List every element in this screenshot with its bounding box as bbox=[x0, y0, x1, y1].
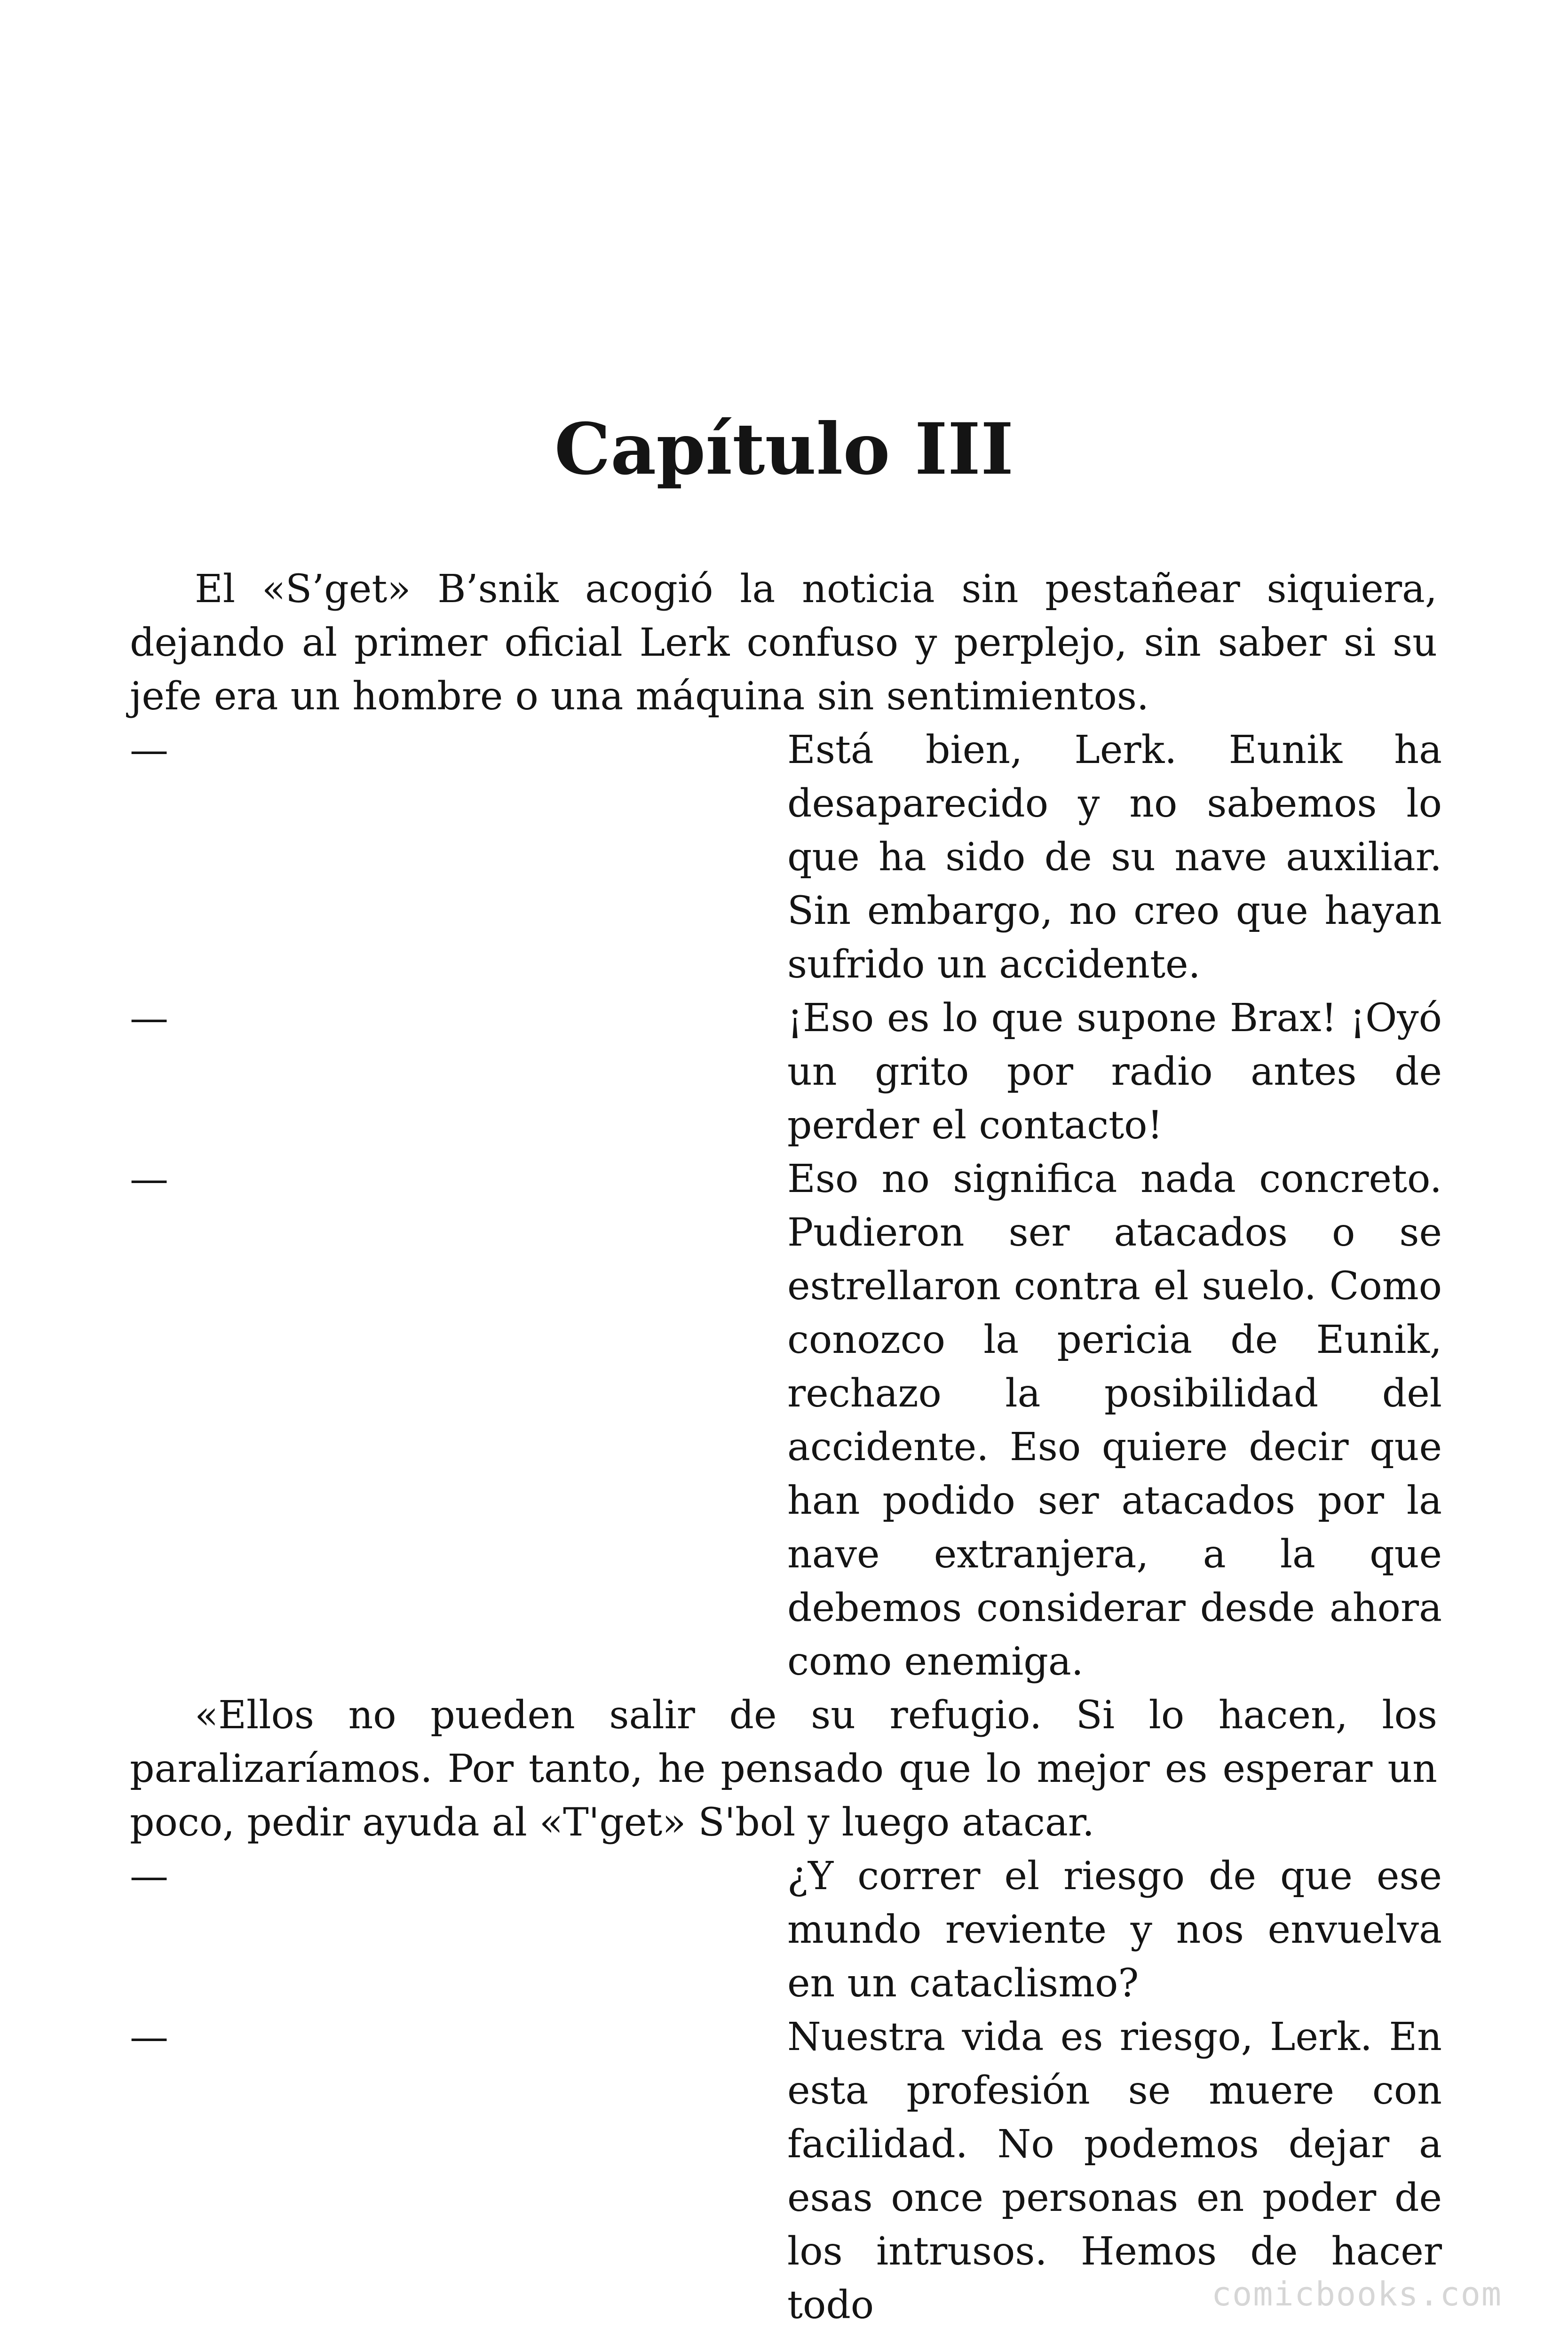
dialogue-dash: — bbox=[130, 996, 168, 1041]
chapter-title: Capítulo III bbox=[554, 408, 1014, 491]
dialogue-dash: — bbox=[130, 1157, 168, 1201]
dialogue-dash: — bbox=[130, 1854, 168, 1899]
dialogue-text: ¿Y correr el riesgo de que ese mundo reviente y nos envuelva en un cataclismo? bbox=[787, 1854, 1442, 2006]
paragraph-intro: El «S’get» B’snik acogió la noticia sin pestañear siquiera, dejando al primer oficial Lerk confuso y perplejo, sin saber si su jefe era un hombre o una máquina sin sentimientos. bbox=[130, 567, 1437, 719]
paragraph-continuation: «Ellos no pueden salir de su refugio. Si lo hacen, los paralizaríamos. Por tanto, he pensado que lo mejor es esperar un poco, pedir ayuda al «T'get» S'bol y luego atacar. bbox=[130, 1693, 1437, 1845]
dialogue-text: Eso no significa nada concreto. Pudieron ser atacados o se estrellaron contra el suelo. Como conozco la pericia de Eunik, rechazo la posibilidad del accidente. Eso quiere decir que han podido ser atacados por la nave extranjera, a la que debemos considerar desde ahora como enemiga. bbox=[787, 1157, 1442, 1684]
dialogue-text: ¡Eso es lo que supone Brax! ¡Oyó un grito por radio antes de perder el contacto! bbox=[787, 996, 1442, 1148]
dialogue-dash: — bbox=[130, 2015, 168, 2059]
watermark: comicbooks.com bbox=[1211, 2275, 1502, 2313]
dialogue-text: Está bien, Lerk. Eunik ha desaparecido y no sabemos lo que ha sido de su nave auxiliar. Sin embargo, no creo que hayan sufrido un accidente. bbox=[787, 728, 1442, 987]
dialogue-dash: — bbox=[130, 728, 168, 772]
dialogue-text: Nuestra vida es riesgo, Lerk. En esta profesión se muere con facilidad. No podemos dejar a esas once personas en poder de los intrusos. Hemos de hacer todo bbox=[787, 2015, 1442, 2328]
